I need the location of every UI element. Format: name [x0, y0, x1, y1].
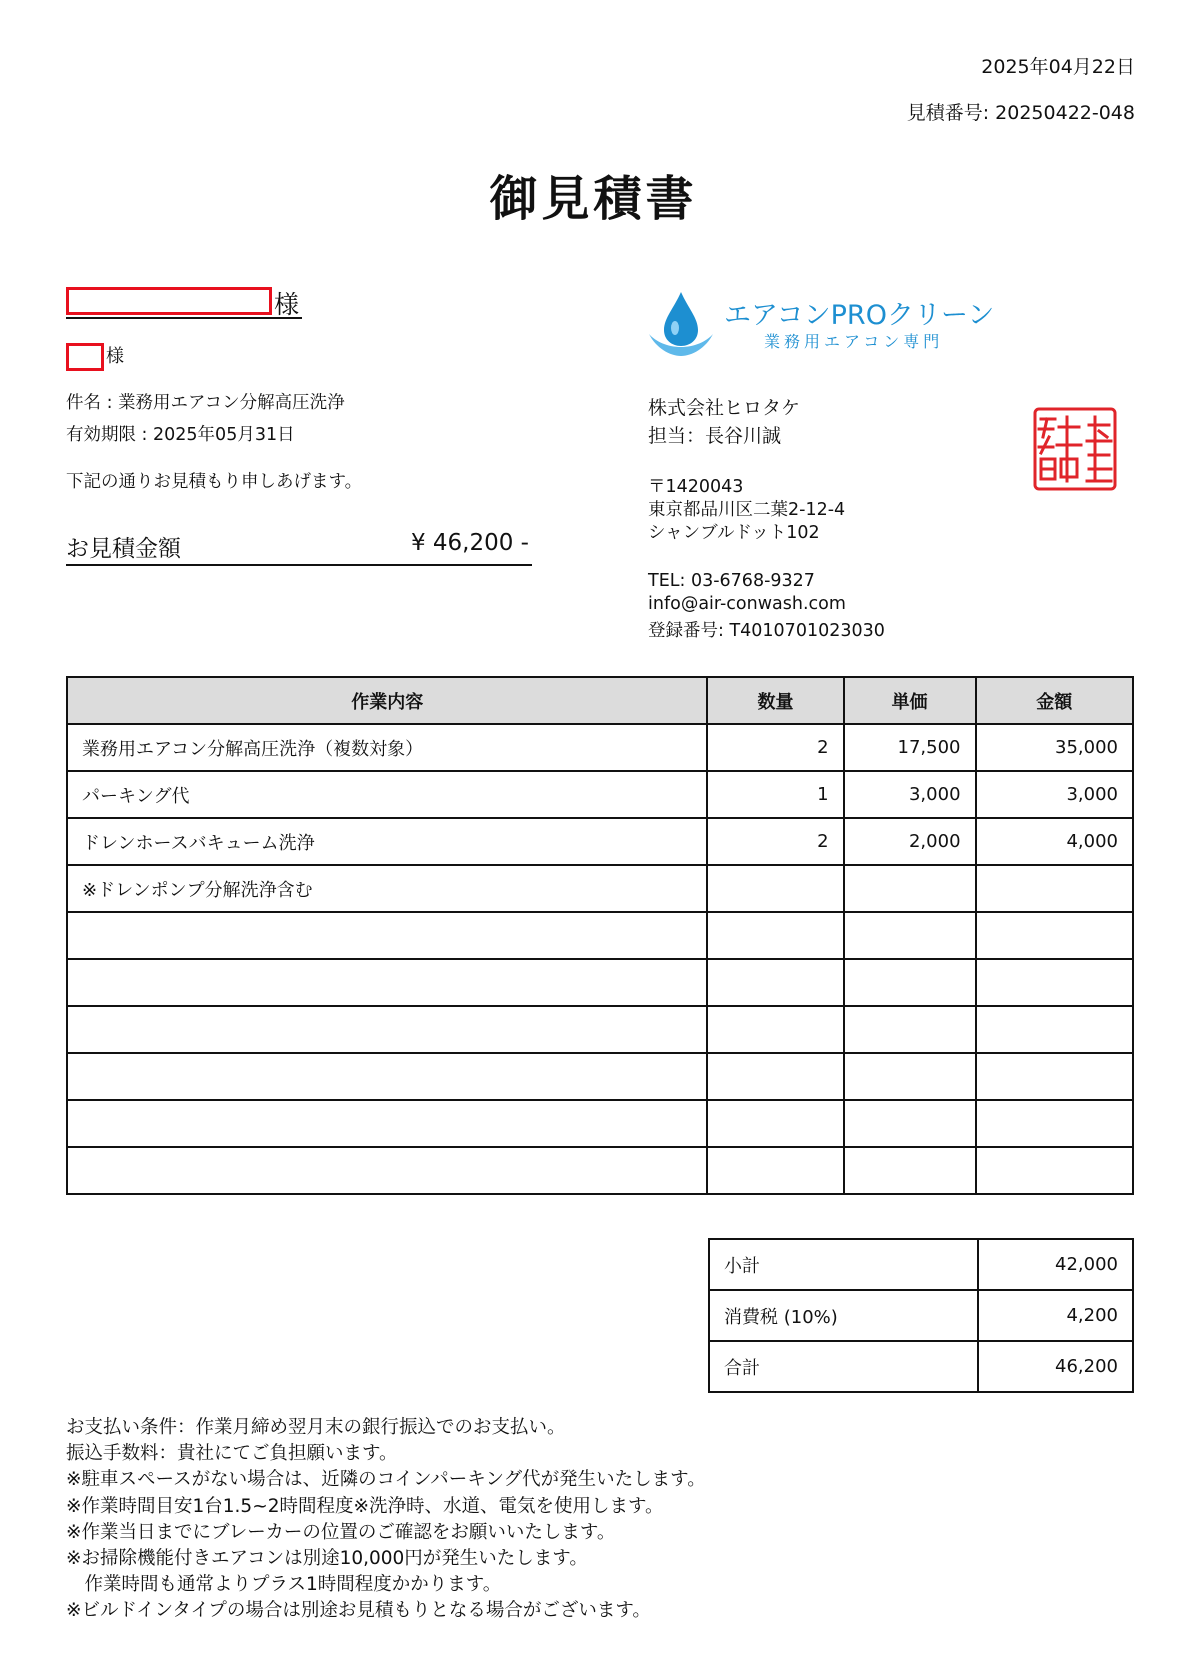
item-amount: 35,000: [976, 724, 1133, 771]
registration-number: 登録番号: T4010701023030: [648, 621, 885, 641]
subtotal-label: 小計: [709, 1239, 978, 1290]
table-row: [67, 1053, 1133, 1100]
logo-name: エアコンPROクリーン: [724, 300, 995, 331]
item-quantity: 2: [707, 724, 843, 771]
table-row: [67, 1147, 1133, 1194]
note-line: ※お掃除機能付きエアコンは別途10,000円が発生いたします。: [66, 1548, 588, 1570]
item-quantity: [707, 912, 843, 959]
item-description: 業務用エアコン分解高圧洗浄（複数対象）: [67, 724, 707, 771]
header-quantity: 数量: [707, 677, 843, 724]
company-contact: 担当：長谷川誠: [648, 425, 782, 447]
note-line: ※作業時間目安1台1.5~2時間程度※洗浄時、水道、電気を使用します。: [66, 1495, 664, 1517]
address-line-1: 東京都品川区二葉2-12-4: [648, 500, 846, 520]
table-row: [67, 865, 1133, 912]
item-description: ※ドレンポンプ分解洗浄含む: [67, 865, 707, 912]
item-amount: [976, 1100, 1133, 1147]
item-unit-price: [844, 959, 976, 1006]
item-quantity: 1: [707, 771, 843, 818]
totals-table: [708, 1238, 1134, 1393]
company-email: info@air-conwash.com: [648, 594, 846, 614]
company-seal-stamp: [1033, 407, 1117, 491]
item-amount: [976, 912, 1133, 959]
estimate-number: 見積番号: 20250422-048: [906, 102, 1135, 124]
notes: [66, 1415, 706, 1625]
item-unit-price: [844, 1147, 976, 1194]
contact-honorific: 様: [106, 346, 124, 367]
item-unit-price: [844, 912, 976, 959]
item-quantity: [707, 1006, 843, 1053]
redaction-box: [66, 287, 272, 315]
header-amount: 金額: [976, 677, 1133, 724]
item-amount: [976, 1006, 1133, 1053]
table-row: [67, 818, 1133, 865]
item-description: ドレンホースバキューム洗浄: [67, 818, 707, 865]
total-value: 46,200: [978, 1341, 1134, 1392]
table-row: [67, 959, 1133, 1006]
address-line-2: シャンブルドット102: [648, 523, 820, 543]
item-quantity: [707, 1100, 843, 1147]
item-amount: [976, 1147, 1133, 1194]
table-row: [67, 912, 1133, 959]
estimate-amount: [66, 528, 532, 566]
item-description: パーキング代: [67, 771, 707, 818]
item-quantity: 2: [707, 818, 843, 865]
item-amount: 4,000: [976, 818, 1133, 865]
tax-row: [709, 1290, 1133, 1341]
item-unit-price: [844, 1006, 976, 1053]
header-unit-price: 単価: [844, 677, 976, 724]
item-quantity: [707, 1147, 843, 1194]
company-tel: TEL: 03-6768-9327: [648, 571, 815, 591]
item-description: [67, 1147, 707, 1194]
tax-value: 4,200: [978, 1290, 1134, 1341]
company-logo: [646, 290, 1006, 370]
item-description: [67, 1006, 707, 1053]
item-amount: [976, 959, 1133, 1006]
table-row: [67, 1006, 1133, 1053]
items-table: [66, 676, 1134, 1195]
item-description: [67, 1100, 707, 1147]
page-title: 御見積書: [489, 171, 698, 227]
table-row: [67, 1100, 1133, 1147]
item-quantity: [707, 959, 843, 1006]
item-amount: [976, 865, 1133, 912]
logo-subtitle: 業務用エアコン専門: [764, 332, 944, 351]
note-line: 作業時間も通常よりプラス1時間程度かかります。: [66, 1574, 502, 1596]
customer-honorific: 様: [274, 290, 300, 319]
note-line: 振込手数料：貴社にてご負担願います。: [66, 1443, 398, 1465]
total-label: 合計: [709, 1341, 978, 1392]
valid-until: 有効期限 : 2025年05月31日: [66, 425, 295, 445]
item-unit-price: [844, 1100, 976, 1147]
item-quantity: [707, 865, 843, 912]
amount-value: ¥ 46,200 -: [410, 530, 529, 556]
company-name: 株式会社ヒロタケ: [648, 397, 801, 419]
redaction-box: [66, 343, 104, 371]
tax-label: 消費税 (10%): [709, 1290, 978, 1341]
table-header-row: [67, 677, 1133, 724]
customer-contact: [66, 342, 124, 368]
item-quantity: [707, 1053, 843, 1100]
header-description: 作業内容: [67, 677, 707, 724]
item-description: [67, 959, 707, 1006]
item-amount: 3,000: [976, 771, 1133, 818]
greeting: 下記の通りお見積もり申しあげます。: [66, 472, 363, 492]
customer-name: [66, 283, 302, 319]
item-unit-price: 2,000: [844, 818, 976, 865]
total-row: [709, 1341, 1133, 1392]
amount-label: お見積金額: [66, 536, 181, 562]
item-unit-price: [844, 865, 976, 912]
note-line: お支払い条件：作業月締め翌月末の銀行振込でのお支払い。: [66, 1417, 566, 1438]
item-description: [67, 912, 707, 959]
issue-date: 2025年04月22日: [981, 56, 1135, 78]
postal-code: 〒1420043: [648, 477, 744, 497]
subtotal-value: 42,000: [978, 1239, 1134, 1290]
note-line: ※駐車スペースがない場合は、近隣のコインパーキング代が発生いたします。: [66, 1469, 706, 1491]
item-unit-price: [844, 1053, 976, 1100]
subject: 件名 : 業務用エアコン分解高圧洗浄: [66, 393, 345, 413]
item-amount: [976, 1053, 1133, 1100]
note-line: ※ビルドインタイプの場合は別途お見積もりとなる場合がございます。: [66, 1600, 651, 1622]
item-description: [67, 1053, 707, 1100]
item-unit-price: 3,000: [844, 771, 976, 818]
subtotal-row: [709, 1239, 1133, 1290]
note-line: ※作業当日までにブレーカーの位置のご確認をお願いいたします。: [66, 1521, 616, 1543]
table-row: [67, 771, 1133, 818]
table-row: [67, 724, 1133, 771]
item-unit-price: 17,500: [844, 724, 976, 771]
water-drop-icon: [664, 292, 698, 346]
